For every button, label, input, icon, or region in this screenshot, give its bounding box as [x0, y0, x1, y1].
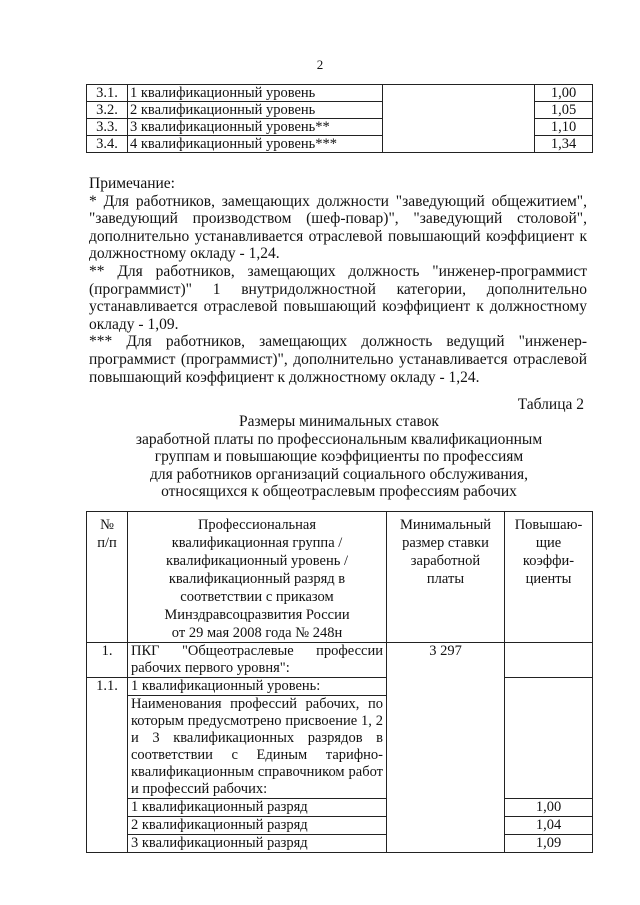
level-name: 3 квалификационный уровень**	[128, 119, 383, 136]
header-line: от 29 мая 2008 года № 248н	[171, 625, 343, 641]
row-number: 1.1.	[87, 678, 128, 853]
empty-cell	[505, 643, 593, 678]
note-item: * Для работников, замещающих должности "заведующий общежитием", "заведующий производством (шеф-повар)", "заведующий столовой", дополнительно устанавливается отраслевой повышающий коэффициент к должностному окладу - 1,24.	[89, 192, 587, 263]
level-name: 1 квалификационный уровень:	[128, 678, 387, 696]
notes-heading: Примечание:	[89, 175, 175, 192]
header-line: Повышаю-	[514, 517, 583, 533]
title-line: Размеры минимальных ставок	[239, 413, 439, 430]
header-line: Минимальный	[400, 517, 491, 533]
header-row	[87, 512, 593, 643]
header-number	[87, 512, 128, 643]
empty-cell	[505, 678, 593, 799]
note-item: ** Для работников, замещающих должность "инженер-программист (программист)" 1 внутридолжностной категории, дополнительно устанавливается отраслевой повышающий коэффициент к должностному окладу - 1,09.	[89, 262, 587, 333]
level-name: 4 квалификационный уровень***	[128, 136, 383, 153]
notes-block	[89, 175, 587, 386]
header-line: щие	[535, 535, 562, 551]
coefficient-value: 1,09	[505, 835, 593, 853]
header-line: Профессиональная	[197, 517, 317, 533]
header-salary	[387, 512, 505, 643]
page-number: 2	[316, 57, 324, 72]
title-line: группам и повышающие коэффициенты по профессиям	[154, 448, 524, 465]
grade-name: 2 квалификационный разряд	[128, 817, 387, 835]
table-row	[87, 85, 593, 102]
row-number: 3.2.	[87, 102, 128, 119]
coefficient-value: 1,05	[535, 102, 593, 119]
coefficient-value: 1,34	[535, 136, 593, 153]
profession-description: Наименования профессий рабочих, по которым предусмотрено присвоение 1, 2 и 3 квалификационных разрядов в соответствии с Единым тарифно-квалификационным справочником работ и профессий рабочих:	[128, 696, 387, 799]
row-number: 3.4.	[87, 136, 128, 153]
header-line: размер ставки	[402, 535, 489, 551]
header-line: коэффи-	[522, 553, 575, 569]
header-line: циенты	[525, 571, 572, 587]
title-line: для работников организаций социального обслуживания,	[150, 465, 528, 483]
coefficient-value: 1,00	[535, 85, 593, 102]
row-number: 3.1.	[87, 85, 128, 102]
header-line: соответствии с приказом	[180, 589, 334, 605]
table-row	[87, 799, 593, 817]
table-label: Таблица 2	[517, 396, 584, 413]
group-name: ПКГ "Общеотраслевые профессии рабочих первого уровня":	[128, 643, 387, 678]
coefficient-value: 1,04	[505, 817, 593, 835]
coefficient-value: 1,10	[535, 119, 593, 136]
level-name: 1 квалификационный уровень	[128, 85, 383, 102]
header-line: квалификационный разряд в	[168, 571, 346, 587]
table-row	[87, 678, 593, 696]
header-line: квалификационный уровень /	[165, 553, 349, 569]
salary-value: 3 297	[387, 643, 505, 853]
header-line: квалификационная группа /	[171, 535, 343, 551]
table-row	[87, 835, 593, 853]
grade-name: 3 квалификационный разряд	[128, 835, 387, 853]
header-line: №	[100, 517, 114, 533]
coefficient-value: 1,00	[505, 799, 593, 817]
header-line: п/п	[97, 535, 117, 551]
header-line: Минздравсоцразвития России	[164, 607, 350, 623]
header-coefficients	[505, 512, 593, 643]
header-line: платы	[426, 571, 465, 587]
level-name: 2 квалификационный уровень	[128, 102, 383, 119]
header-line: заработной	[410, 553, 481, 569]
table-row	[87, 643, 593, 678]
table-title	[86, 413, 592, 501]
header-group	[128, 512, 387, 643]
coefficients-table-1	[86, 84, 593, 153]
grade-name: 1 квалификационный разряд	[128, 799, 387, 817]
note-item: *** Для работников, замещающих должность ведущий "инженер-программист (программист)", дополнительно устанавливается отраслевой повышающий коэффициент к должностному окладу - 1,24.	[89, 333, 587, 386]
empty-cell	[383, 85, 535, 153]
row-number: 1.	[87, 643, 128, 678]
title-line: относящихся к общеотраслевым профессиям рабочих	[161, 483, 517, 500]
title-line: заработной платы по профессиональным квалификационным	[135, 430, 543, 448]
row-number: 3.3.	[87, 119, 128, 136]
table-row	[87, 817, 593, 835]
salary-table	[86, 511, 593, 853]
